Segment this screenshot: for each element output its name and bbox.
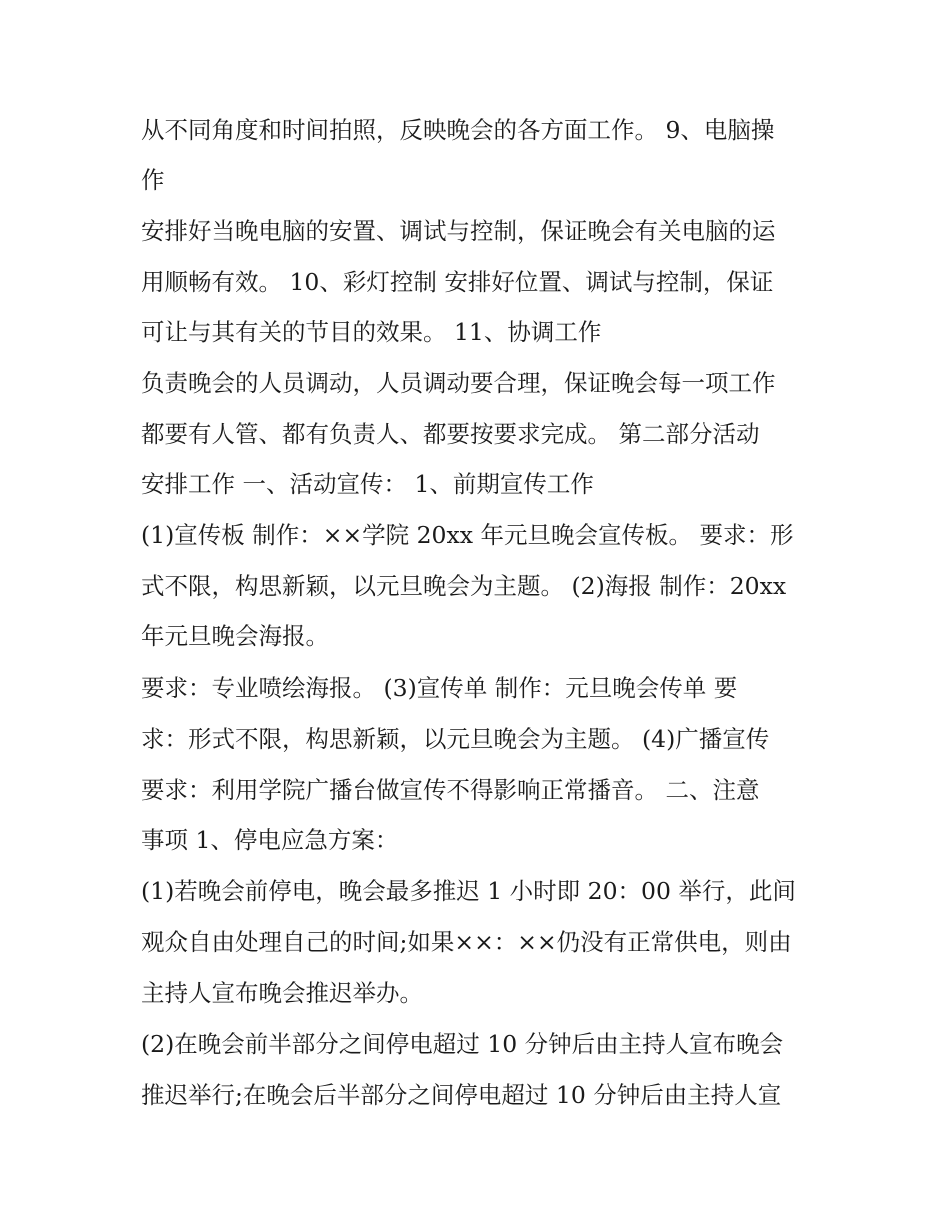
text-line: 安排工作 一、活动宣传： 1、前期宣传工作 [141,470,594,498]
text-line: 式不限，构思新颖，以元旦晚会为主题。 (2)海报 制作：20xx [141,572,787,600]
text-line: 可让与其有关的节目的效果。 11、协调工作 [141,318,602,346]
text-line: 要求：专业喷绘海报。 (3)宣传单 制作：元旦晚会传单 要 [141,674,738,702]
text-line: 负责晚会的人员调动，人员调动要合理，保证晚会每一项工作 [141,369,776,397]
text-line: 作 [141,166,165,194]
text-line: 主持人宣布晚会推迟举办。 [141,979,423,1007]
text-line: 都要有人管、都有负责人、都要按要求完成。 第二部分活动 [141,420,760,448]
text-line: 年元旦晚会海报。 [141,622,329,650]
text-line: 求：形式不限，构思新颖，以元旦晚会为主题。 (4)广播宣传 [141,725,770,753]
text-line: 从不同角度和时间拍照，反映晚会的各方面工作。 9、电脑操 [141,116,775,144]
text-line: 要求：利用学院广播台做宣传不得影响正常播音。 二、注意 [141,776,760,804]
text-line: (2)在晚会前半部分之间停电超过 10 分钟后由主持人宣布晚会 [141,1030,784,1058]
text-line: (1)若晚会前停电，晚会最多推迟 1 小时即 20：00 举行，此间 [141,877,796,905]
text-line: 推迟举行;在晚会后半部分之间停电超过 10 分钟后由主持人宣 [141,1081,782,1109]
text-line: 用顺畅有效。 10、彩灯控制 安排好位置、调试与控制，保证 [141,268,774,296]
text-line: 观众自由处理自己的时间;如果××：××仍没有正常供电，则由 [141,928,792,956]
text-line: 事项 1、停电应急方案： [141,826,399,854]
text-line: (1)宣传板 制作：××学院 20xx 年元旦晚会宣传板。 要求：形 [141,521,794,549]
text-line: 安排好当晚电脑的安置、调试与控制，保证晚会有关电脑的运 [141,217,776,245]
